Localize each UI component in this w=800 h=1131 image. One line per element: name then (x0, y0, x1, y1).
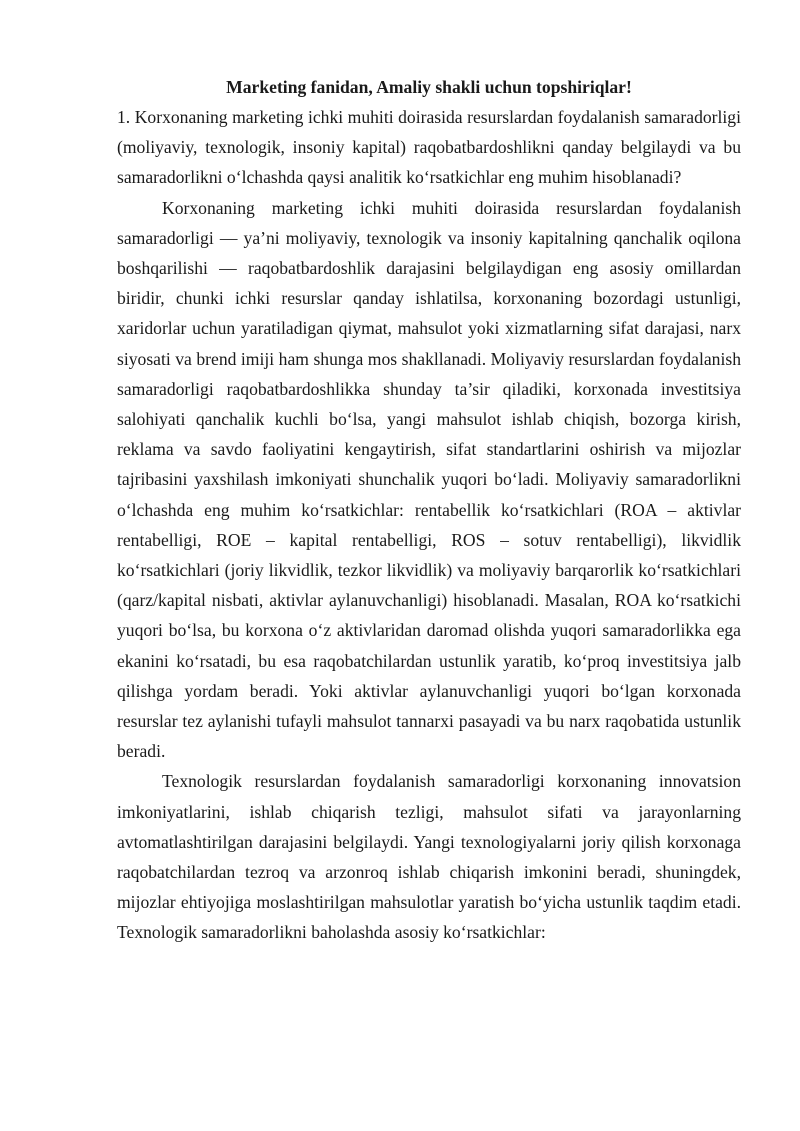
document-page (117, 72, 741, 948)
document-title: Marketing fanidan, Amaliy shakli uchun topshiriqlar! (226, 77, 632, 97)
answer-paragraph-1: Korxonaning marketing ichki muhiti doirasida resurslardan foydalanish samaradorligi — ya’ni moliyaviy, texnologik va insoniy kapitalning qanchalik oqilona boshqarilishi — raqobatbardoshlik darajasini belgilaydigan eng asosiy omillardan biridir, chunki ichki resurslar qanday ishlatilsa, korxonaning bozordagi ustunligi, xaridorlar uchun yaratiladigan qiymat, mahsulot yoki xizmatlarning sifat darajasi, narx siyosati va brend imiji ham shunga mos shakllanadi. Moliyaviy resurslardan foydalanish samaradorligi raqobatbardoshlikka shunday ta’sir qiladiki, korxonada investitsiya salohiyati qanchalik kuchli bo‘lsa, yangi mahsulot ishlab chiqish, bozorga kirish, reklama va savdo faoliyatini kengaytirish, sifat standartlarini oshirish va mijozlar tajribasini yaxshilash imkoniyati shunchalik yuqori bo‘ladi. Moliyaviy samaradorlikni o‘lchashda eng muhim ko‘rsatkichlar: rentabellik ko‘rsatkichlari (ROA – aktivlar rentabelligi, ROE – kapital rentabelligi, ROS – sotuv rentabelligi), likvidlik ko‘rsatkichlari (joriy likvidlik, tezkor likvidlik) va moliyaviy barqarorlik ko‘rsatkichlari (qarz/kapital nisbati, aktivlar aylanuvchanligi) hisoblanadi. Masalan, ROA ko‘rsatkichi yuqori bo‘lsa, bu korxona o‘z aktivlaridan daromad olishda yuqori samaradorlikka ega ekanini ko‘rsatadi, bu esa raqobatchilardan ustunlik yaratib, ko‘proq investitsiya jalb qilishga yordam beradi. Yoki aktivlar aylanuvchanligi yuqori bo‘lgan korxonada resurslar tez aylanishi tufayli mahsulot tannarxi pasayadi va bu narx raqobatida ustunlik beradi. (117, 197, 741, 762)
answer-paragraph-2: Texnologik resurslardan foydalanish samaradorligi korxonaning innovatsion imkoniyatlarini, ishlab chiqarish tezligi, mahsulot sifati va jarayonlarning avtomatlashtirilgan darajasini belgilaydi. Yangi texnologiyalarni joriy qilish korxonaga raqobatchilardan tezroq va arzonroq ishlab chiqarish imkonini beradi, shuningdek, mijozlar ehtiyojiga moslashtirilgan mahsulotlar yaratish bo‘yicha ustunlik taqdim etadi. Texnologik samaradorlikni baholashda asosiy ko‘rsatkichlar: (117, 771, 741, 943)
question-text: 1. Korxonaning marketing ichki muhiti doirasida resurslardan foydalanish samaradorligi (moliyaviy, texnologik, insoniy kapital) raqobatbardoshlikni qanday belgilaydi va bu samaradorlikni o‘lchashda qaysi analitik ko‘rsatkichlar eng muhim hisoblanadi? (117, 107, 741, 188)
